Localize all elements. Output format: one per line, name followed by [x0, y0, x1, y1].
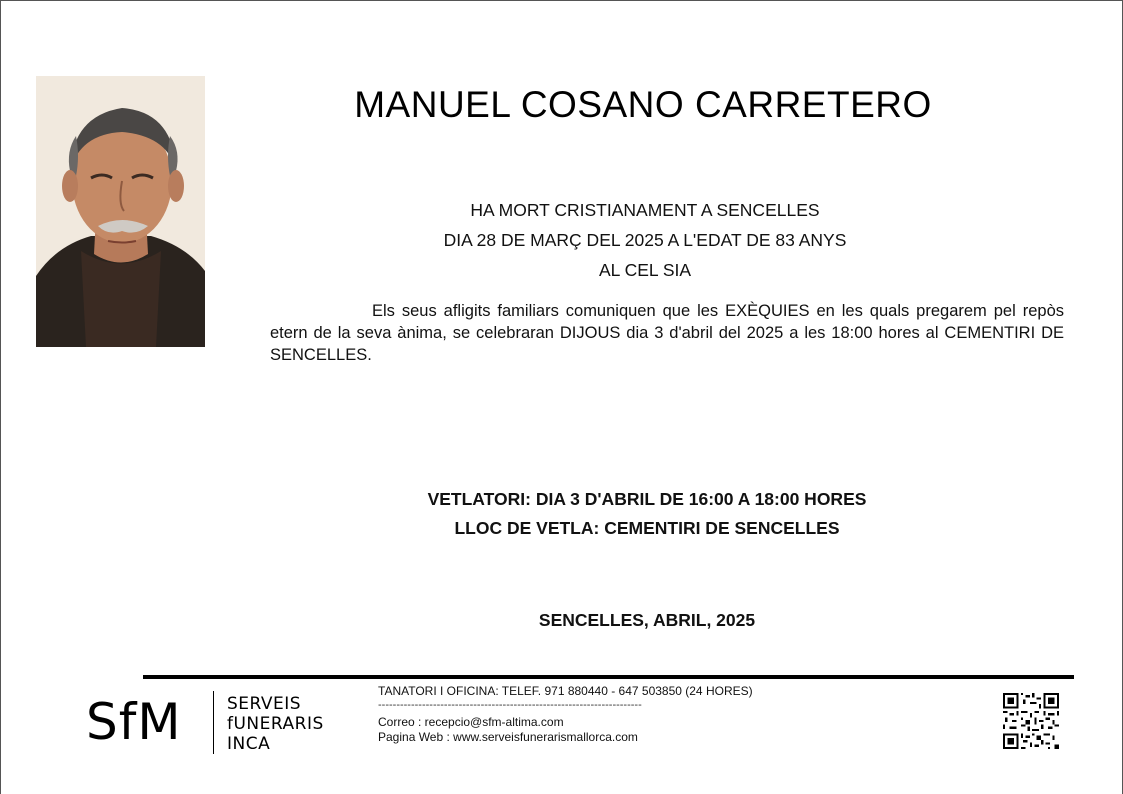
logo-divider [213, 691, 214, 754]
announcement-line-2: DIA 28 DE MARÇ DEL 2025 A L'EDAT DE 83 ANYS [443, 230, 847, 250]
announcement-line-3: AL CEL SIA [598, 260, 692, 280]
page-border-top [0, 0, 1123, 1]
footer-divider [143, 675, 1074, 679]
wake-location: LLOC DE VETLA: CEMENTIRI DE SENCELLES [454, 518, 840, 538]
place-date: SENCELLES, ABRIL, 2025 [538, 610, 756, 630]
web-line: Pagina Web : www.serveisfunerarismallorca.com [378, 730, 638, 744]
contact-separator: ------------------------------------------------------------------------ [378, 699, 642, 711]
funeral-notice-paragraph: Els seus afligits familiars comuniquen que les EXÈQUIES en les quals pregarem pel repòs etern de la seva ànima, se celebraran DIJOUS dia 3 d'abril del 2025 a les 18:00 hores al CEMENTIRI DE SENCELLES. [270, 302, 1064, 364]
phone-line: TANATORI I OFICINA: TELEF. 971 880440 - 647 503850 (24 HORES) [378, 684, 753, 698]
logo-line-3: INCA [227, 734, 271, 754]
logo-line-2: fUNERARIS [227, 714, 324, 734]
wake-schedule: VETLATORI: DIA 3 D'ABRIL DE 16:00 A 18:00 HORES [427, 489, 867, 509]
logo-line-1: SERVEIS [227, 694, 302, 714]
contact-info [378, 684, 753, 745]
announcement-line-1: HA MORT CRISTIANAMENT A SENCELLES [470, 200, 820, 220]
page-border-left [0, 0, 1, 794]
email-line: Correo : recepcio@sfm-altima.com [378, 715, 564, 729]
company-logo-mark: SfM [86, 693, 182, 751]
deceased-name: MANUEL COSANO CARRETERO [354, 84, 932, 125]
qr-code-icon [1003, 693, 1059, 749]
portrait-photo [36, 76, 205, 347]
company-logo-text [227, 694, 324, 754]
